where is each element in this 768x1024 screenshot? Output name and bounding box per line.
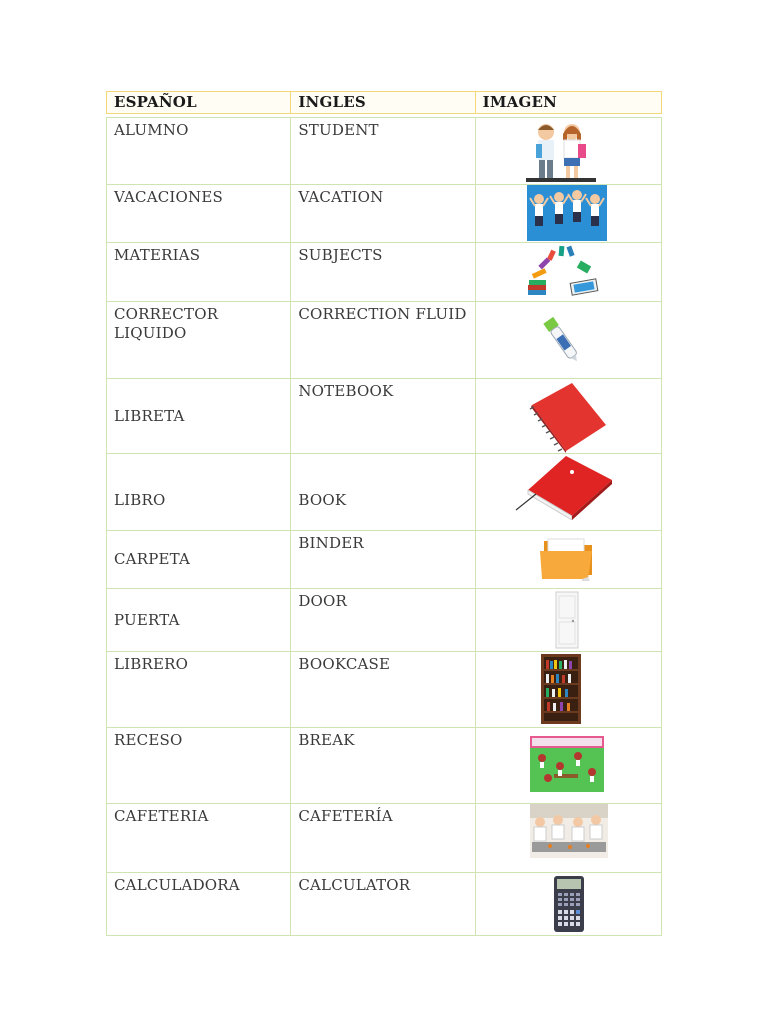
red-book-image <box>514 454 614 520</box>
calculator-image <box>553 875 585 933</box>
image-cell <box>476 379 661 453</box>
english-word: STUDENT <box>291 118 475 184</box>
red-notebook-image <box>526 381 610 453</box>
header-imagen: IMAGEN <box>482 93 558 111</box>
correction-pen-image <box>534 308 590 372</box>
spanish-word: ALUMNO <box>107 118 291 184</box>
image-cell <box>476 243 661 301</box>
table-row <box>106 589 662 652</box>
english-word: BOOK <box>291 454 475 530</box>
spanish-word: LIBRERO <box>107 652 291 727</box>
image-cell <box>476 302 661 378</box>
image-cell <box>476 118 661 184</box>
image-cell <box>476 185 661 242</box>
spanish-word: CALCULADORA <box>107 873 291 935</box>
spanish-word: LIBRO <box>107 454 291 530</box>
english-word: CAFETERÍA <box>291 804 475 872</box>
table-row <box>106 243 662 302</box>
spanish-word: VACACIONES <box>107 185 291 242</box>
table-header-row <box>106 91 662 114</box>
image-cell <box>476 873 661 935</box>
books-arc-image <box>526 245 606 299</box>
cafeteria-image <box>530 804 608 858</box>
english-word: CALCULATOR <box>291 873 475 935</box>
table-row <box>106 302 662 379</box>
spanish-word: PUERTA <box>107 589 291 651</box>
english-word: SUBJECTS <box>291 243 475 301</box>
students-image <box>526 120 596 182</box>
table-row <box>106 652 662 728</box>
bookcase-image <box>540 653 582 725</box>
english-word: BREAK <box>291 728 475 803</box>
header-espanol: ESPAÑOL <box>107 92 291 113</box>
english-word: DOOR <box>291 589 475 651</box>
table-row <box>106 531 662 589</box>
table-row <box>106 728 662 804</box>
folder-image <box>538 535 596 583</box>
image-cell <box>476 531 661 588</box>
image-cell <box>476 652 661 727</box>
table-row <box>106 873 662 936</box>
table-row <box>106 379 662 454</box>
table-row <box>106 117 662 185</box>
table-row <box>106 804 662 873</box>
english-word: NOTEBOOK <box>291 379 475 453</box>
english-word: BOOKCASE <box>291 652 475 727</box>
image-cell <box>476 454 661 530</box>
spanish-word: LIBRETA <box>107 379 291 453</box>
door-image <box>555 591 579 649</box>
spanish-word: MATERIAS <box>107 243 291 301</box>
table-row <box>106 185 662 243</box>
image-cell <box>476 589 661 651</box>
spanish-word: CORRECTOR LIQUIDO <box>107 302 291 378</box>
english-word: CORRECTION FLUID <box>291 302 475 378</box>
table-row <box>106 454 662 531</box>
image-cell <box>476 804 661 872</box>
header-ingles: INGLES <box>291 92 475 113</box>
image-cell <box>476 728 661 803</box>
english-word: BINDER <box>291 531 475 588</box>
english-word: VACATION <box>291 185 475 242</box>
spanish-word: CAFETERIA <box>107 804 291 872</box>
spanish-word: RECESO <box>107 728 291 803</box>
jumping-kids-image <box>527 185 607 241</box>
playground-image <box>530 736 604 792</box>
vocabulary-table <box>106 91 662 936</box>
spanish-word: CARPETA <box>107 531 291 588</box>
